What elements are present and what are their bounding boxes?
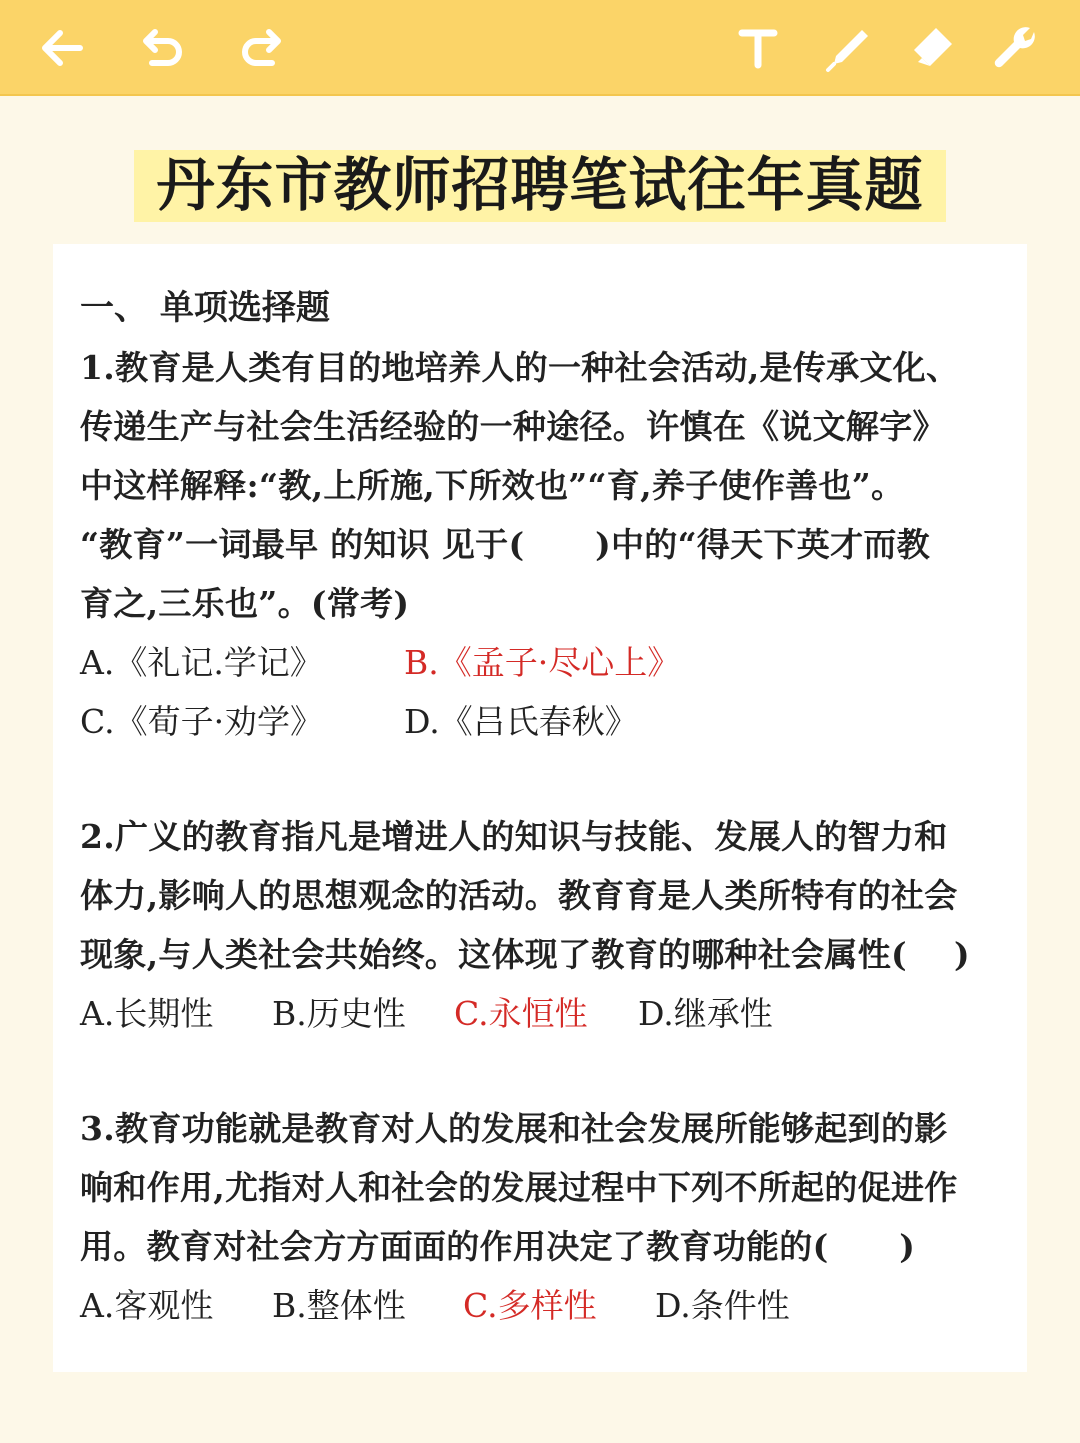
option-c[interactable]: C.多样性 — [463, 1286, 597, 1325]
option-a[interactable]: A.长期性 — [80, 994, 214, 1033]
options-row — [80, 984, 1000, 1043]
eraser-icon[interactable] — [904, 20, 960, 76]
question-content — [80, 278, 1000, 1335]
back-arrow-icon[interactable] — [34, 20, 90, 76]
question-line: 育之,三乐也”。(常考) — [80, 584, 410, 623]
question-line: 2.广义的教育指凡是增进人的知识与技能、发展人的智力和 — [80, 817, 948, 856]
question-3 — [80, 1099, 1000, 1335]
undo-icon[interactable] — [136, 20, 192, 76]
option-a[interactable]: A.《礼记.学记》 — [80, 643, 323, 682]
redo-icon[interactable] — [232, 20, 288, 76]
question-line: 现象,与人类社会共始终。这体现了教育的哪种社会属性( ) — [80, 935, 970, 974]
option-c[interactable]: C.永恒性 — [454, 994, 588, 1033]
option-d[interactable]: D.《吕氏春秋》 — [404, 702, 638, 741]
option-c[interactable]: C.《荀子·劝学》 — [80, 702, 324, 741]
title-area — [0, 150, 1080, 222]
text-tool-icon[interactable] — [730, 20, 786, 76]
question-line: 传递生产与社会生活经验的一种途径。许慎在《说文解字》 — [80, 407, 946, 446]
question-line: 中这样解释:“教,上所施,下所效也”“育,养子使作善也”。 — [80, 466, 905, 505]
top-toolbar — [0, 0, 1080, 96]
options-row — [80, 692, 1000, 751]
page-title: 丹东市教师招聘笔试往年真题 — [134, 150, 945, 222]
option-a[interactable]: A.客观性 — [80, 1286, 214, 1325]
pen-icon[interactable] — [820, 20, 876, 76]
question-line: 1.教育是人类有目的地培养人的一种社会活动,是传承文化、 — [80, 348, 960, 387]
option-d[interactable]: D.继承性 — [638, 994, 773, 1033]
question-1 — [80, 338, 1000, 751]
question-line: 3.教育功能就是教育对人的发展和社会发展所能够起到的影 — [80, 1109, 948, 1148]
option-b[interactable]: B.《孟子·尽心上》 — [404, 643, 681, 682]
option-d[interactable]: D.条件性 — [655, 1286, 790, 1325]
section-title: 一、 单项选择题 — [80, 288, 330, 328]
question-2 — [80, 807, 1000, 1043]
options-row — [80, 1276, 1000, 1335]
option-b[interactable]: B.历史性 — [272, 994, 406, 1033]
option-b[interactable]: B.整体性 — [272, 1286, 406, 1325]
question-line: 用。教育对社会方方面面的作用决定了教育功能的( ) — [80, 1227, 916, 1266]
question-line: “教育”一词最早 的知识 见于( )中的“得天下英才而教 — [80, 525, 930, 564]
options-row — [80, 633, 1000, 692]
question-line: 体力,影响人的思想观念的活动。教育育是人类所特有的社会 — [80, 876, 958, 915]
question-line: 响和作用,尤指对人和社会的发展过程中下列不所起的促进作 — [80, 1168, 958, 1207]
wrench-icon[interactable] — [988, 20, 1044, 76]
